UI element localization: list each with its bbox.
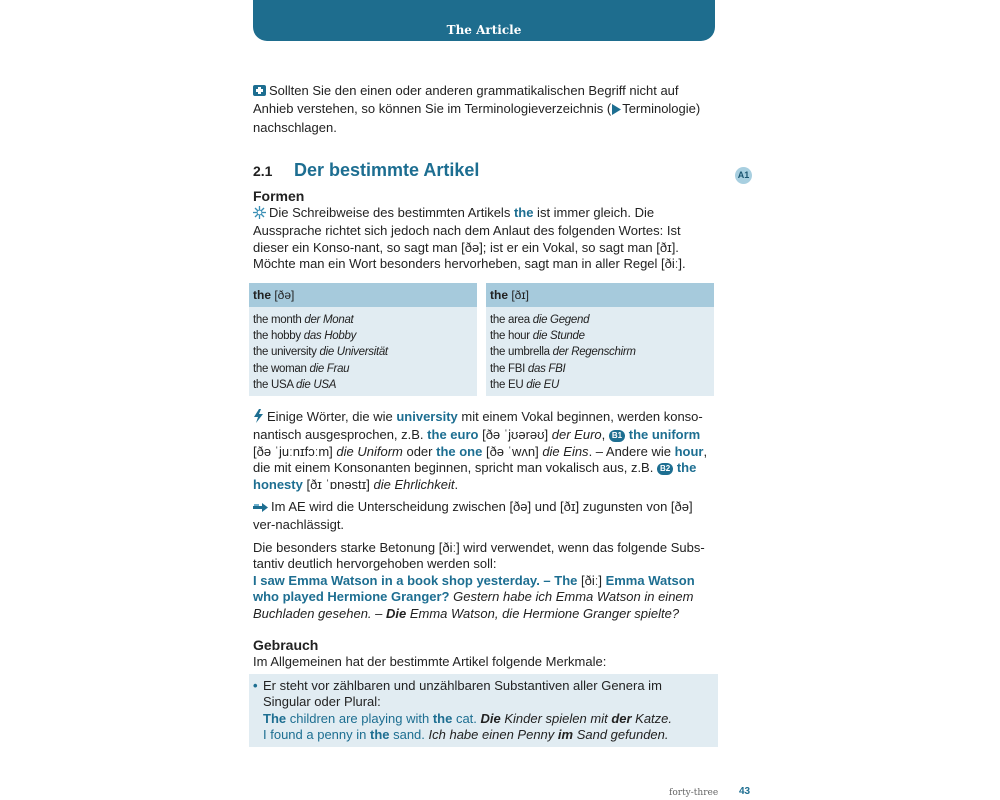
table-row: the university die Universität (253, 346, 388, 359)
sparkle-icon (253, 206, 266, 223)
table-row: the umbrella der Regenschirm (490, 346, 636, 359)
table-row: the FBI das FBI (490, 362, 566, 375)
bullet: • (253, 678, 258, 693)
level-badge-b1: B1 (609, 430, 625, 442)
table-row: the USA die USA (253, 378, 337, 391)
note-american-english: Im AE wird die Unterscheidung zwischen [ðə] und [ðɪ] zugunsten von [ðə] ver-nachlässigt. (253, 499, 693, 533)
flag-arrow-icon (253, 501, 268, 517)
table-row: the area die Gegend (490, 314, 590, 326)
terminologie-link[interactable]: Terminologie (622, 101, 696, 117)
gebrauch-heading: Gebrauch (253, 637, 319, 653)
emphasis-paragraph: Die besonders starke Betonung [ðiː] wird verwendet, wenn das folgende Subs-tantiv deutlich hervorgehoben werden soll: I saw Emma Watson in a book shop yesterday. – The [ðiː] Emma Watson who played Hermione Granger? Gestern habe ich Emma Watson in einem Buchladen gesehen. – Die Emma Watson, die Hermione Granger spielte? (253, 540, 705, 621)
play-arrow-icon (611, 103, 621, 119)
chapter-title: The Article (446, 23, 522, 37)
table-column-the-schwa (249, 283, 477, 396)
note-pronunciation: Einige Wörter, die wie university mit einem Vokal beginnen, werden konso-nantisch ausgesprochen, z.B. the euro [ðə ˈjʊərəʊ] der Euro, B1 the uniform [ðə ˈjuːnɪfɔːm] die Uniform oder the one [ðə ˈwʌn] die Eins. – Andere wie hour, die mit einem Konsonanten beginnen, spricht man vokalisch aus, z.B. B2 the honesty [ðɪ ˈɒnəstɪ] die Ehrlichkeit. (253, 409, 708, 492)
lightning-icon (253, 409, 264, 427)
page-number: 43 (739, 786, 751, 797)
table-row: the month der Monat (253, 314, 354, 326)
plus-cross-icon (253, 84, 266, 101)
level-badge-b2: B2 (657, 463, 673, 475)
usage-item: Er steht vor zählbaren und unzählbaren Substantiven aller Genera im Singular oder Plural: The children are playing with the cat. Die Kinder spielen mit der Katze. I found a penny in the sand. Ich habe einen Penny im Sand gefunden. (263, 678, 673, 743)
table-row: the hobby das Hobby (253, 330, 357, 343)
level-badge-a1: A1 (735, 165, 752, 184)
table-row: the hour die Stunde (490, 330, 585, 343)
intro-paragraph: Sollten Sie den einen oder anderen grammatikalischen Begriff nicht auf Anhieb verstehen, so können Sie im Terminologieverzeichnis ( Terminologie) nachschlagen. (253, 83, 701, 135)
page-number-word: forty-three (669, 788, 719, 798)
table-header: the [ðɪ] (486, 283, 714, 307)
table-column-the-i (486, 283, 714, 396)
usage-box (249, 674, 718, 747)
table-row: the EU die EU (490, 378, 559, 391)
table-row: the woman die Frau (253, 362, 350, 375)
formen-paragraph: Die Schreibweise des bestimmten Artikels the ist immer gleich. Die Aussprache richtet sich jedoch nach dem Anlaut des folgenden Wortes: Ist dieser ein Konso-nant, so sagt man [ðə]; ist er ein Vokal, so sagt man [ðɪ]. Möchte man ein Wort besonders hervorheben, sagt man in aller Regel [ðiː]. (253, 205, 686, 272)
gebrauch-intro: Im Allgemeinen hat der bestimmte Artikel folgende Merkmale: (253, 654, 607, 669)
formen-heading: Formen (253, 188, 305, 204)
section-number: 2.1 (253, 163, 273, 179)
table-header: the [ðə] (249, 283, 477, 307)
chapter-header-tab (253, 0, 715, 41)
section-title: Der bestimmte Artikel (294, 160, 480, 180)
